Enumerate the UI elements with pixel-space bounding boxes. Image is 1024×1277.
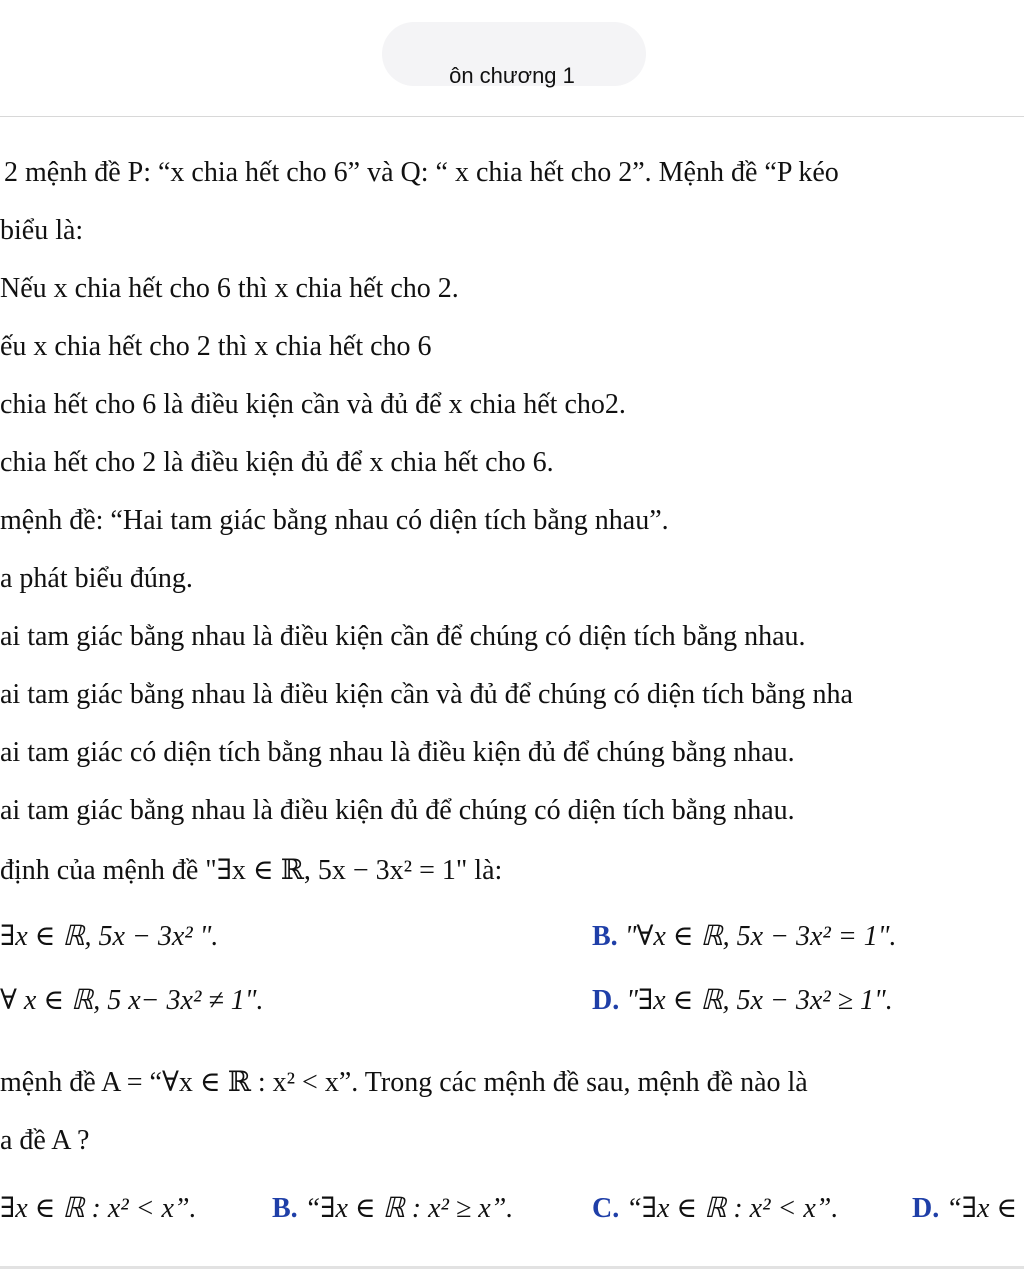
- q4-option-d-text: “∃x ∈: [946, 1193, 1018, 1224]
- q1-stem-line-1: 2 mệnh đề P: “x chia hết cho 6” và Q: “ x chia hết cho 2”. Mệnh đề “P kéo: [4, 157, 839, 188]
- q1-option-c: chia hết cho 6 là điều kiện cần và đủ để x chia hết cho2.: [0, 389, 626, 420]
- q1-option-d: chia hết cho 2 là điều kiện đủ để x chia hết cho 6.: [0, 447, 554, 478]
- q2-option-d: ai tam giác bằng nhau là điều kiện đủ để chúng có diện tích bằng nhau.: [0, 795, 795, 826]
- q3-option-b: [592, 920, 896, 954]
- q4-option-a-text: ∃x ∈ ℝ : x² < x”.: [0, 1193, 197, 1224]
- q1-option-b: ếu x chia hết cho 2 thì x chia hết cho 6: [0, 331, 432, 362]
- q4-option-c: [592, 1192, 838, 1226]
- q3-option-a-text: ∃x ∈ ℝ, 5x − 3x² ".: [0, 921, 219, 952]
- q2-stem-line-2: a phát biểu đúng.: [0, 563, 193, 594]
- q2-option-a: ai tam giác bằng nhau là điều kiện cần để chúng có diện tích bằng nhau.: [0, 621, 806, 652]
- bottom-divider: [0, 1266, 1024, 1269]
- q4-option-c-text: “∃x ∈ ℝ : x² < x”.: [626, 1193, 839, 1224]
- app-header: [0, 0, 1024, 117]
- q4-stem-line-1: mệnh đề A = “∀x ∈ ℝ : x² < x”. Trong các mệnh đề sau, mệnh đề nào là: [0, 1067, 808, 1098]
- q3-option-c: [0, 984, 264, 1018]
- q4-option-b-label: B.: [272, 1193, 298, 1224]
- q4-option-b: [272, 1192, 513, 1226]
- q4-option-d: [912, 1192, 1017, 1226]
- document-page[interactable]: [0, 116, 1024, 1277]
- q1-option-a: Nếu x chia hết cho 6 thì x chia hết cho 2.: [0, 273, 459, 304]
- q4-option-c-label: C.: [592, 1193, 620, 1224]
- q2-option-c: ai tam giác có diện tích bằng nhau là điều kiện đủ để chúng bằng nhau.: [0, 737, 795, 768]
- q3-option-d-label: D.: [592, 985, 620, 1016]
- q3-option-b-label: B.: [592, 921, 618, 952]
- q4-stem-line-2: a đề A ?: [0, 1125, 90, 1156]
- q3-option-d: [592, 984, 893, 1018]
- q1-stem-line-2: biểu là:: [0, 215, 84, 246]
- q4-option-d-label: D.: [912, 1193, 940, 1224]
- q3-option-a: [0, 920, 218, 954]
- q2-stem-line-1: mệnh đề: “Hai tam giác bằng nhau có diện tích bằng nhau”.: [0, 505, 669, 536]
- q4-option-b-text: “∃x ∈ ℝ : x² ≥ x”.: [304, 1193, 514, 1224]
- q4-option-a: [0, 1192, 197, 1226]
- page-title: ôn chương 1: [449, 63, 575, 88]
- q3-stem: định của mệnh đề "∃x ∈ ℝ, 5x − 3x² = 1" là:: [0, 855, 503, 886]
- q2-option-b: ai tam giác bằng nhau là điều kiện cần và đủ để chúng có diện tích bằng nha: [0, 679, 853, 710]
- q3-option-d-text: "∃x ∈ ℝ, 5x − 3x² ≥ 1".: [626, 985, 893, 1016]
- q3-option-c-text: ∀ x ∈ ℝ, 5 x− 3x² ≠ 1".: [0, 985, 264, 1016]
- q3-option-b-text: "∀x ∈ ℝ, 5x − 3x² = 1".: [624, 921, 897, 952]
